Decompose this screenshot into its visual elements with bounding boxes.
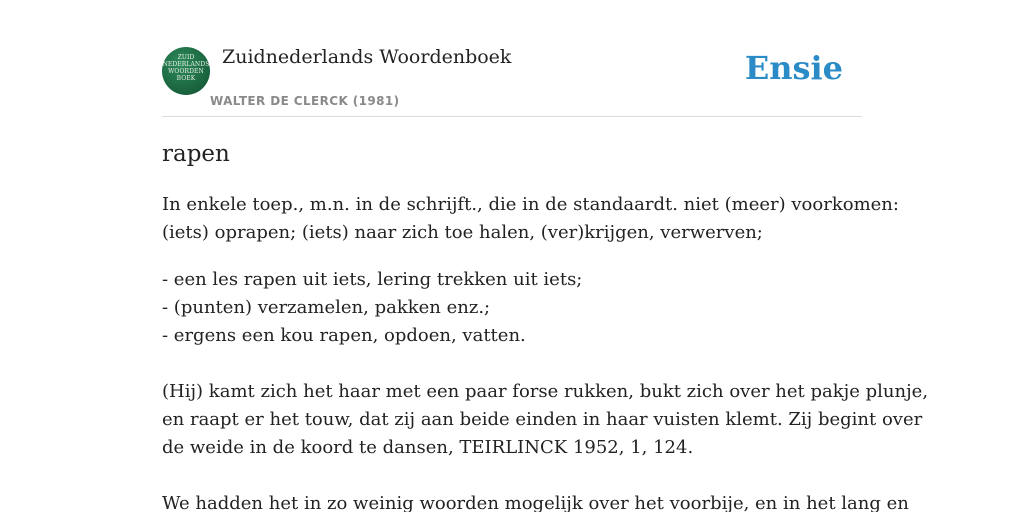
- example-quote: [162, 490, 909, 512]
- sense-item: - een les rapen uit iets, lering trekken uit iets;: [162, 269, 583, 290]
- quote-line: (Hij) kamt zich het haar met een paar forse rukken, bukt zich over het pakje plunje,: [162, 381, 929, 402]
- quote-line: en raapt er het touw, dat zij aan beide einden in haar vuisten klemt. Zij begint over: [162, 409, 923, 430]
- sense-item: - (punten) verzamelen, pakken enz.;: [162, 297, 491, 318]
- definition-line: In enkele toep., m.n. in de schrijft., die in de standaardt. niet (meer) voorkomen:: [162, 194, 899, 215]
- quote-line: We hadden het in zo weinig woorden mogelijk over het voorbije, en in het lang en: [162, 493, 909, 512]
- book-author: WALTER DE CLERCK (1981): [210, 94, 400, 108]
- book-title[interactable]: Zuidnederlands Woordenboek: [222, 46, 512, 68]
- entry-senses: [162, 266, 862, 350]
- quote-line: de weide in de koord te dansen, TEIRLINCK 1952, 1, 124.: [162, 437, 694, 458]
- sense-item: - ergens een kou rapen, opdoen, vatten.: [162, 325, 526, 346]
- entry-content: [162, 137, 929, 512]
- header: [162, 0, 862, 117]
- entry-word: rapen: [162, 141, 230, 167]
- entry-definition: [162, 191, 899, 247]
- book-cover-logo[interactable]: [162, 47, 210, 95]
- definition-line: (iets) oprapen; (iets) naar zich toe halen, (ver)krijgen, verwerven;: [162, 222, 763, 243]
- logo-text: ZUID NEDERLANDS WOORDEN BOEK: [162, 54, 210, 82]
- example-quote: [162, 378, 929, 462]
- ensie-logo-link[interactable]: Ensie: [744, 49, 843, 87]
